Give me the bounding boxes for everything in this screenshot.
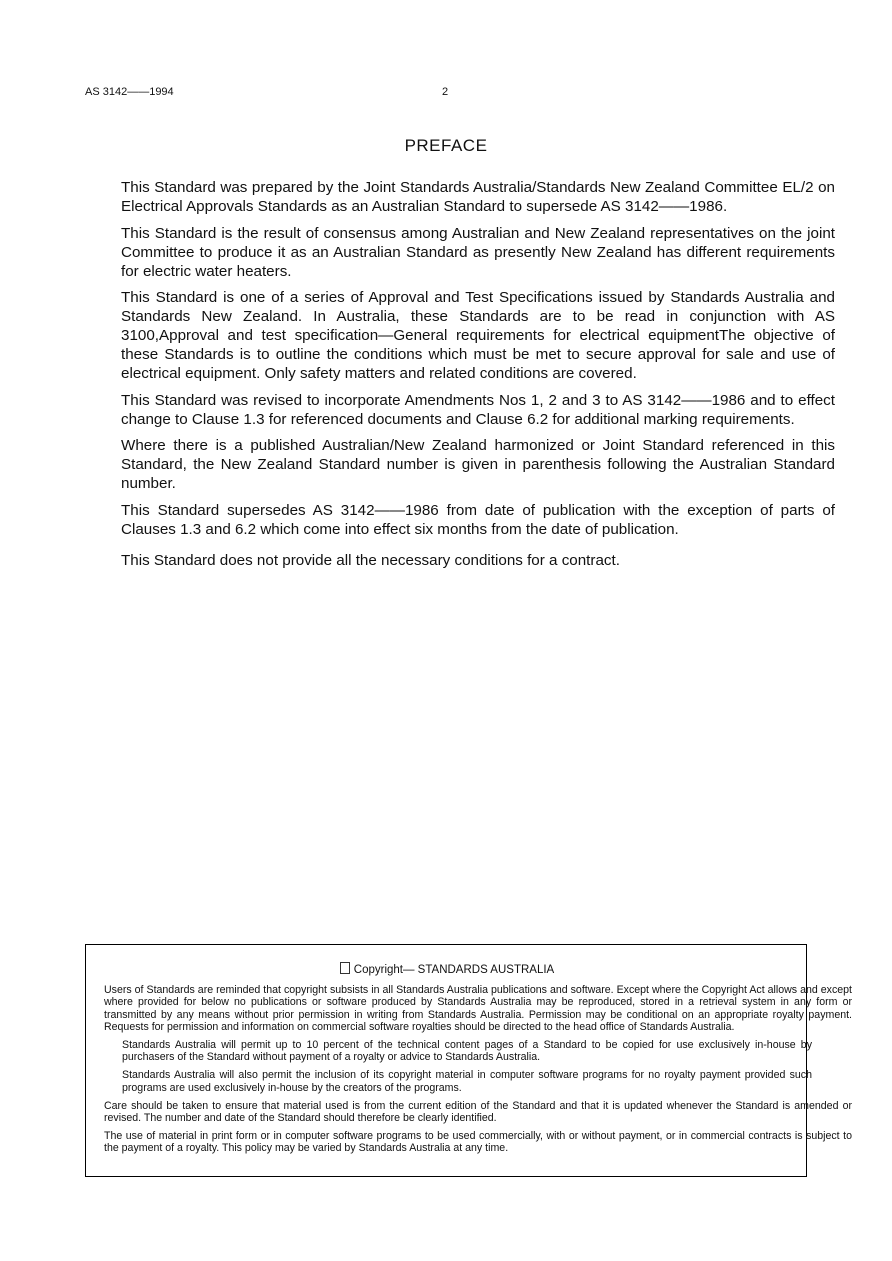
preface-paragraph: This Standard is one of a series of Approval and Test Specifications issued by Standards Australia and Standards New Zealand. In Australia, these Standards are to be read in conjunction with AS 3100,Approval and test specification—General requirements for electrical equipmentThe objective of these Standards is to outline the conditions which must be met to secure approval for sale and use of electrical equipment. Only safety matters and related conditions are covered.: [121, 289, 835, 382]
copyright-heading-text: Copyright— STANDARDS AUSTRALIA: [353, 964, 555, 976]
preface-paragraph: This Standard is the result of consensus among Australian and New Zealand representatives on the joint Committee to produce it as an Australian Standard as presently New Zealand has different requirements for electric water heaters.: [121, 224, 835, 280]
copyright-paragraph: Standards Australia will also permit the inclusion of its copyright material in computer software programs for no royalty payment provided such programs are used exclusively in-house by the creators of the programs.: [122, 1069, 812, 1094]
copyright-paragraph: Care should be taken to ensure that material used is from the current edition of the Standard and that it is updated whenever the Standard is amended or revised. The number and date of the Standard should therefore be clearly identified.: [104, 1099, 852, 1125]
page-number: 2: [442, 86, 449, 98]
preface-paragraph: This Standard does not provide all the necessary conditions for a contract.: [121, 551, 620, 569]
copyright-icon: [340, 962, 350, 974]
preface-paragraph: This Standard was prepared by the Joint Standards Australia/Standards New Zealand Committee EL/2 on Electrical Approvals Standards as an Australian Standard to supersede AS 3142——1986.: [121, 179, 835, 215]
copyright-paragraph: The use of material in print form or in computer software programs to be used commercially, with or without payment, or in commercial contracts is subject to the payment of a royalty. This policy may be varied by Standards Australia at any time.: [104, 1130, 852, 1155]
preface-paragraph: This Standard was revised to incorporate Amendments Nos 1, 2 and 3 to AS 3142——1986 and to effect change to Clause 1.3 for referenced documents and Clause 6.2 for additional marking requirements.: [121, 391, 835, 428]
copyright-content: [104, 962, 852, 1161]
copyright-box: [85, 944, 852, 1177]
page-title: PREFACE: [404, 136, 488, 155]
copyright-heading: [86, 962, 808, 976]
copyright-paragraph: Users of Standards are reminded that copyright subsists in all Standards Australia publications and software. Except where the Copyright Act allows and except where provided for below no publications or software produced by Standards Australia may be reproduced, stored in a retrieval system in any form or transmitted by any means without prior permission in writing from Standards Australia. Permission may be conditional on an appropriate royalty payment. Requests for permission and information on commercial software royalties should be directed to the head office of Standards Australia.: [104, 984, 852, 1033]
preface-paragraph: This Standard supersedes AS 3142——1986 from date of publication with the exception of parts of Clauses 1.3 and 6.2 which come into effect six months from the date of publication.: [121, 501, 835, 538]
preface-paragraph: Where there is a published Australian/New Zealand harmonized or Joint Standard referenced in this Standard, the New Zealand Standard number is given in parenthesis following the Australian Standard number.: [121, 437, 835, 492]
preface-body: [121, 178, 835, 577]
standard-id: AS 3142——1994: [85, 86, 174, 98]
copyright-paragraph: Standards Australia will permit up to 10 percent of the technical content pages of a Standard to be copied for use exclusively in-house by purchasers of the Standard without payment of a royalty or advice to Standards Australia.: [122, 1039, 812, 1064]
